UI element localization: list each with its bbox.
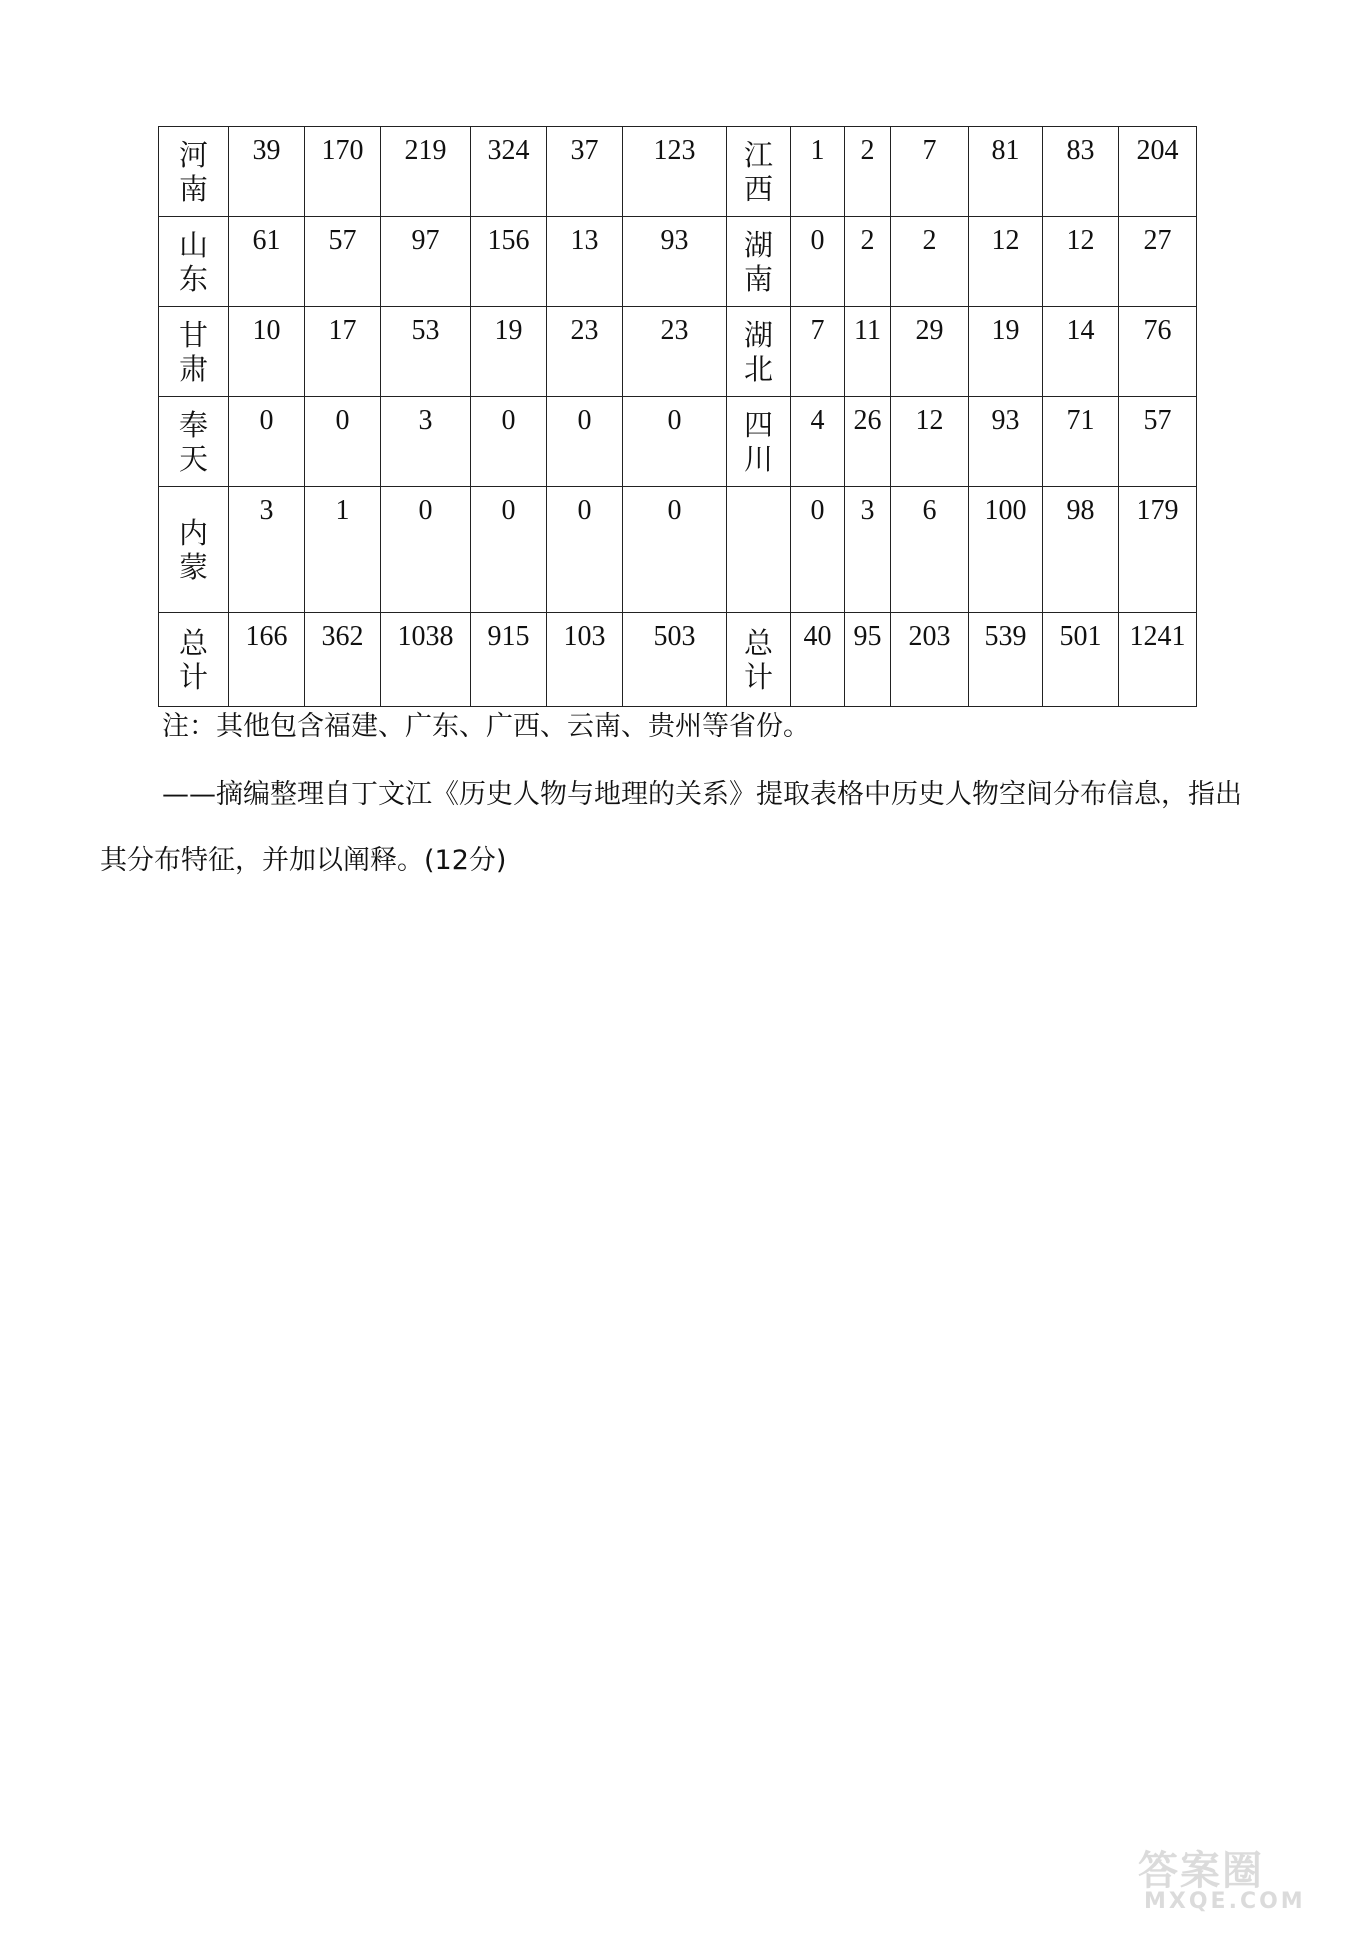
table-note: 注：其他包含福建、广东、广西、云南、贵州等省份。 [162, 711, 810, 742]
right-province-cell [727, 613, 791, 707]
left-value-cell: 97 [381, 217, 471, 307]
right-province-label: 四川 [743, 407, 773, 476]
table-row [159, 127, 1197, 217]
left-value-cell: 123 [623, 127, 727, 217]
right-value-cell: 7 [891, 127, 969, 217]
left-value-cell: 61 [229, 217, 305, 307]
left-value-cell: 0 [623, 397, 727, 487]
left-value-cell: 10 [229, 307, 305, 397]
left-value-cell: 3 [229, 487, 305, 613]
left-province-cell [159, 397, 229, 487]
historical-figures-table [158, 126, 1197, 707]
left-value-cell: 23 [547, 307, 623, 397]
right-province-cell [727, 487, 791, 613]
left-value-cell: 0 [547, 487, 623, 613]
right-value-cell: 29 [891, 307, 969, 397]
watermark-url: MXQE.COM [1144, 1889, 1306, 1914]
right-value-cell: 100 [969, 487, 1043, 613]
right-province-cell [727, 397, 791, 487]
left-value-cell: 93 [623, 217, 727, 307]
table-row [159, 487, 1197, 613]
watermark-logo [1138, 1839, 1338, 1919]
right-province-cell [727, 307, 791, 397]
right-value-cell: 1 [791, 127, 845, 217]
right-value-cell: 2 [845, 127, 891, 217]
left-province-label: 内蒙 [178, 515, 208, 584]
left-province-cell [159, 487, 229, 613]
right-value-cell: 204 [1119, 127, 1197, 217]
left-value-cell: 1038 [381, 613, 471, 707]
right-value-cell: 4 [791, 397, 845, 487]
right-value-cell: 0 [791, 217, 845, 307]
right-value-cell: 98 [1043, 487, 1119, 613]
left-value-cell: 0 [305, 397, 381, 487]
table-row [159, 217, 1197, 307]
right-province-cell [727, 217, 791, 307]
left-value-cell: 37 [547, 127, 623, 217]
right-value-cell: 12 [969, 217, 1043, 307]
left-province-label: 河南 [178, 137, 208, 206]
left-value-cell: 0 [623, 487, 727, 613]
left-value-cell: 13 [547, 217, 623, 307]
watermark-text: 答案圈 [1138, 1848, 1264, 1894]
left-value-cell: 503 [623, 613, 727, 707]
left-value-cell: 23 [623, 307, 727, 397]
right-value-cell: 12 [1043, 217, 1119, 307]
right-value-cell: 501 [1043, 613, 1119, 707]
left-value-cell: 362 [305, 613, 381, 707]
right-value-cell: 2 [891, 217, 969, 307]
left-province-label: 总计 [178, 625, 208, 694]
right-value-cell: 2 [845, 217, 891, 307]
left-province-cell [159, 127, 229, 217]
left-value-cell: 3 [381, 397, 471, 487]
right-province-label: 湖南 [743, 227, 773, 296]
right-province-cell [727, 127, 791, 217]
right-value-cell: 57 [1119, 397, 1197, 487]
left-value-cell: 0 [229, 397, 305, 487]
right-value-cell: 27 [1119, 217, 1197, 307]
left-province-cell [159, 307, 229, 397]
right-value-cell: 539 [969, 613, 1043, 707]
right-value-cell: 14 [1043, 307, 1119, 397]
left-value-cell: 219 [381, 127, 471, 217]
question-paragraph: ——摘编整理自丁文江《历史人物与地理的关系》提取表格中历史人物空间分布信息，指出其分布特征，并加以阐释。(12分) [100, 779, 1242, 876]
left-value-cell: 0 [471, 487, 547, 613]
left-value-cell: 0 [471, 397, 547, 487]
left-value-cell: 170 [305, 127, 381, 217]
left-province-cell [159, 613, 229, 707]
table-row [159, 307, 1197, 397]
left-value-cell: 57 [305, 217, 381, 307]
left-province-cell [159, 217, 229, 307]
left-value-cell: 103 [547, 613, 623, 707]
right-province-label: 江西 [743, 137, 773, 206]
right-value-cell: 95 [845, 613, 891, 707]
right-value-cell: 1241 [1119, 613, 1197, 707]
right-value-cell: 179 [1119, 487, 1197, 613]
right-value-cell: 81 [969, 127, 1043, 217]
right-value-cell: 83 [1043, 127, 1119, 217]
right-value-cell: 19 [969, 307, 1043, 397]
right-value-cell: 93 [969, 397, 1043, 487]
left-value-cell: 19 [471, 307, 547, 397]
table-row [159, 613, 1197, 707]
left-value-cell: 1 [305, 487, 381, 613]
left-value-cell: 0 [547, 397, 623, 487]
right-province-label: 总计 [743, 625, 773, 694]
left-value-cell: 0 [381, 487, 471, 613]
left-value-cell: 166 [229, 613, 305, 707]
left-value-cell: 915 [471, 613, 547, 707]
right-value-cell: 26 [845, 397, 891, 487]
right-value-cell: 3 [845, 487, 891, 613]
right-value-cell: 71 [1043, 397, 1119, 487]
left-value-cell: 17 [305, 307, 381, 397]
left-value-cell: 53 [381, 307, 471, 397]
right-value-cell: 7 [791, 307, 845, 397]
right-value-cell: 11 [845, 307, 891, 397]
right-province-label: 湖北 [743, 317, 773, 386]
left-value-cell: 156 [471, 217, 547, 307]
left-value-cell: 324 [471, 127, 547, 217]
table-row [159, 397, 1197, 487]
right-value-cell: 12 [891, 397, 969, 487]
left-province-label: 甘肃 [178, 317, 208, 386]
left-value-cell: 39 [229, 127, 305, 217]
left-province-label: 山东 [178, 227, 208, 296]
right-value-cell: 203 [891, 613, 969, 707]
right-value-cell: 0 [791, 487, 845, 613]
right-value-cell: 6 [891, 487, 969, 613]
right-value-cell: 40 [791, 613, 845, 707]
left-province-label: 奉天 [178, 407, 208, 476]
right-value-cell: 76 [1119, 307, 1197, 397]
